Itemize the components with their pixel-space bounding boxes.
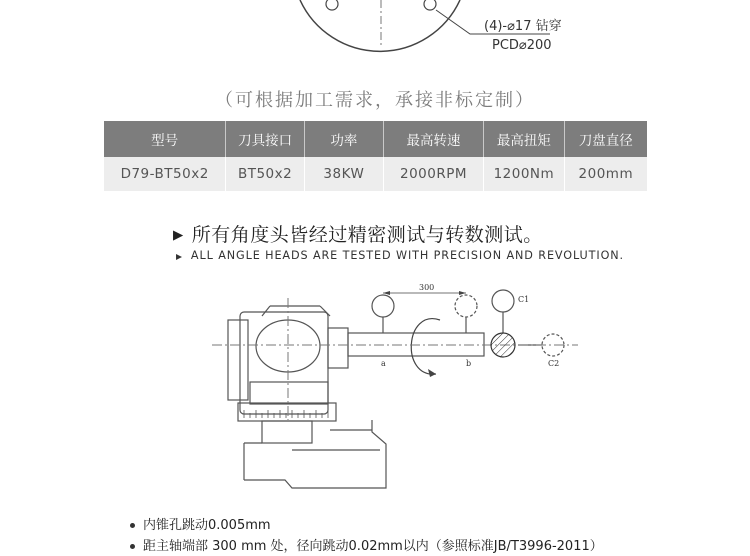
header-max-speed: 最高转速 xyxy=(383,121,483,157)
cell-power: 38KW xyxy=(304,157,383,191)
cell-tool-interface: BT50x2 xyxy=(226,157,304,191)
triangle-right-icon: ▶ xyxy=(176,251,183,261)
list-item xyxy=(130,535,603,556)
header-max-torque: 最高扭矩 xyxy=(484,121,565,157)
custom-order-note: （可根据加工需求，承接非标定制） xyxy=(215,90,535,111)
cell-model: D79-BT50x2 xyxy=(104,157,226,191)
flange-drawing-top xyxy=(0,0,750,70)
spec-table-header-row xyxy=(104,121,647,157)
header-tool-interface: 刀具接口 xyxy=(226,121,304,157)
spec-table xyxy=(104,121,647,191)
cell-max-speed: 2000RPM xyxy=(383,157,483,191)
headline-text: 所有角度头皆经过精密测试与转数测试。 xyxy=(191,224,543,246)
bolt-hole-right xyxy=(424,0,436,10)
cell-disc-diameter: 200mm xyxy=(564,157,647,191)
table-row xyxy=(104,157,647,191)
bullet-text: 内锥孔跳动0.005mm xyxy=(143,518,271,533)
bullet-text: 距主轴端部 300 mm 处，径向跳动0.02mm以内（参照标准JB/T3996-2011） xyxy=(143,539,603,554)
hatched-section xyxy=(491,333,515,357)
triangle-right-icon: ▶ xyxy=(173,228,184,243)
label-a: a xyxy=(381,359,386,368)
header-model: 型号 xyxy=(104,121,226,157)
bullet-list xyxy=(130,514,603,556)
hole-label: (4)-⌀17 钻穿 xyxy=(484,19,562,34)
label-c2: C2 xyxy=(548,359,560,368)
pcd-label: PCD⌀200 xyxy=(492,38,552,53)
bullet-dot-icon xyxy=(130,523,135,528)
dimension-label: 300 xyxy=(419,283,435,292)
indicator-a xyxy=(372,295,394,317)
graduated-ring xyxy=(238,403,336,421)
indicator-c1 xyxy=(492,290,514,312)
runout-test-diagram xyxy=(0,270,750,510)
test-subline xyxy=(176,249,624,262)
label-b: b xyxy=(466,359,472,368)
bolt-hole-left xyxy=(326,0,338,10)
header-power: 功率 xyxy=(304,121,383,157)
head-body xyxy=(240,312,328,414)
list-item xyxy=(130,514,603,535)
label-c1: C1 xyxy=(518,295,530,304)
cell-max-torque: 1200Nm xyxy=(484,157,565,191)
indicator-b xyxy=(455,295,477,317)
subline-text: ALL ANGLE HEADS ARE TESTED WITH PRECISION AND REVOLUTION. xyxy=(190,249,624,262)
header-disc-diameter: 刀盘直径 xyxy=(564,121,647,157)
test-headline xyxy=(173,220,543,247)
